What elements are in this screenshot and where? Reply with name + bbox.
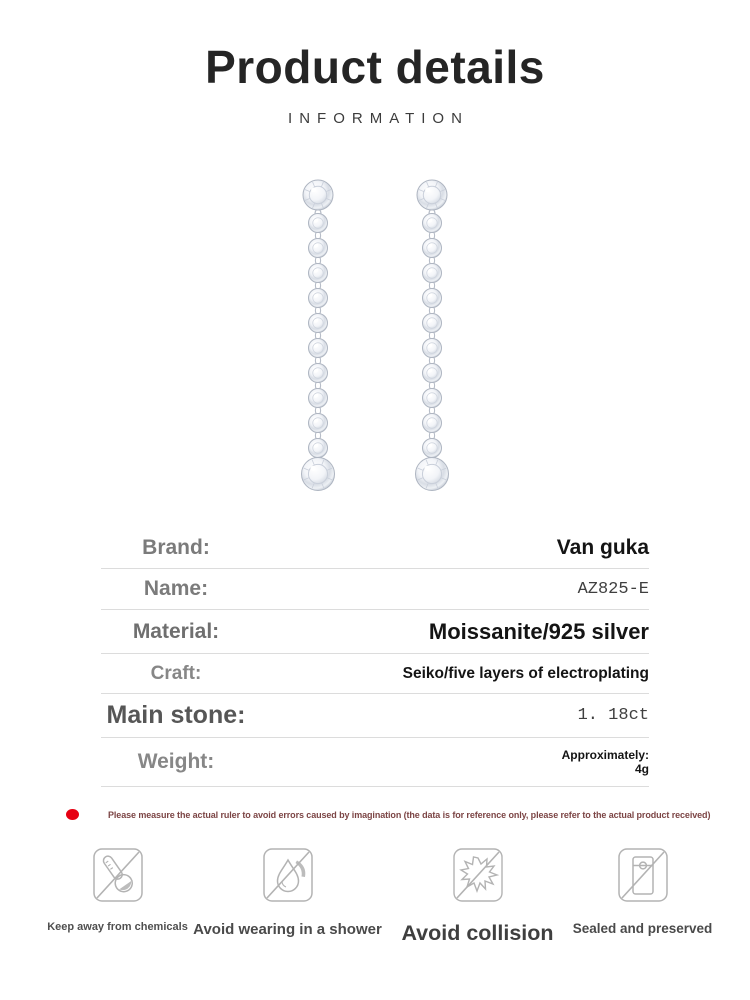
spec-value xyxy=(251,748,649,777)
spec-label: Main stone: xyxy=(106,701,246,729)
earrings-image xyxy=(223,173,527,503)
spec-label: Craft: xyxy=(150,662,202,684)
spec-label: Name: xyxy=(143,577,209,600)
spec-row-brand xyxy=(101,527,649,569)
care-item-sealed xyxy=(572,846,713,946)
spec-row-material xyxy=(101,610,649,654)
care-label: Sealed and preserved xyxy=(572,921,713,936)
spec-row-name xyxy=(101,569,649,610)
no-chemicals-icon xyxy=(92,846,144,904)
care-item-collision xyxy=(380,846,575,946)
care-item-shower xyxy=(195,846,380,946)
product-photo xyxy=(0,173,750,503)
page-subtitle: INFORMATION xyxy=(288,110,469,127)
no-shower-icon xyxy=(262,846,314,904)
disclaimer xyxy=(0,809,750,820)
spec-row-weight xyxy=(101,738,649,787)
disclaimer-text: Please measure the actual ruler to avoid errors caused by imagination (the data is for reference only, please refer to the actual product received) xyxy=(108,809,711,820)
weight-value-line2: 4g xyxy=(634,762,649,776)
care-label: Avoid wearing in a shower xyxy=(193,921,382,938)
spec-label: Material: xyxy=(132,619,220,643)
weight-value-line1: Approximately: xyxy=(561,747,649,762)
spec-table xyxy=(101,527,649,787)
care-label: Keep away from chemicals xyxy=(47,921,188,933)
spec-label: Weight: xyxy=(137,750,215,773)
page-title: Product details xyxy=(205,41,545,93)
care-instructions-row xyxy=(0,846,750,946)
spec-value: AZ825-E xyxy=(577,579,649,599)
red-dot-icon xyxy=(66,809,79,820)
spec-value: 1. 18ct xyxy=(577,706,649,725)
spec-value: Van guka xyxy=(556,535,649,559)
no-collision-icon xyxy=(452,846,504,904)
spec-label: Brand: xyxy=(142,535,210,559)
care-item-chemicals xyxy=(40,846,195,946)
spec-row-main-stone xyxy=(101,694,649,738)
sealed-icon xyxy=(617,846,669,904)
spec-value: Moissanite/925 silver xyxy=(428,618,649,644)
spec-value: Seiko/five layers of electroplating xyxy=(402,664,649,682)
care-label: Avoid collision xyxy=(401,921,554,945)
spec-row-craft xyxy=(101,654,649,694)
